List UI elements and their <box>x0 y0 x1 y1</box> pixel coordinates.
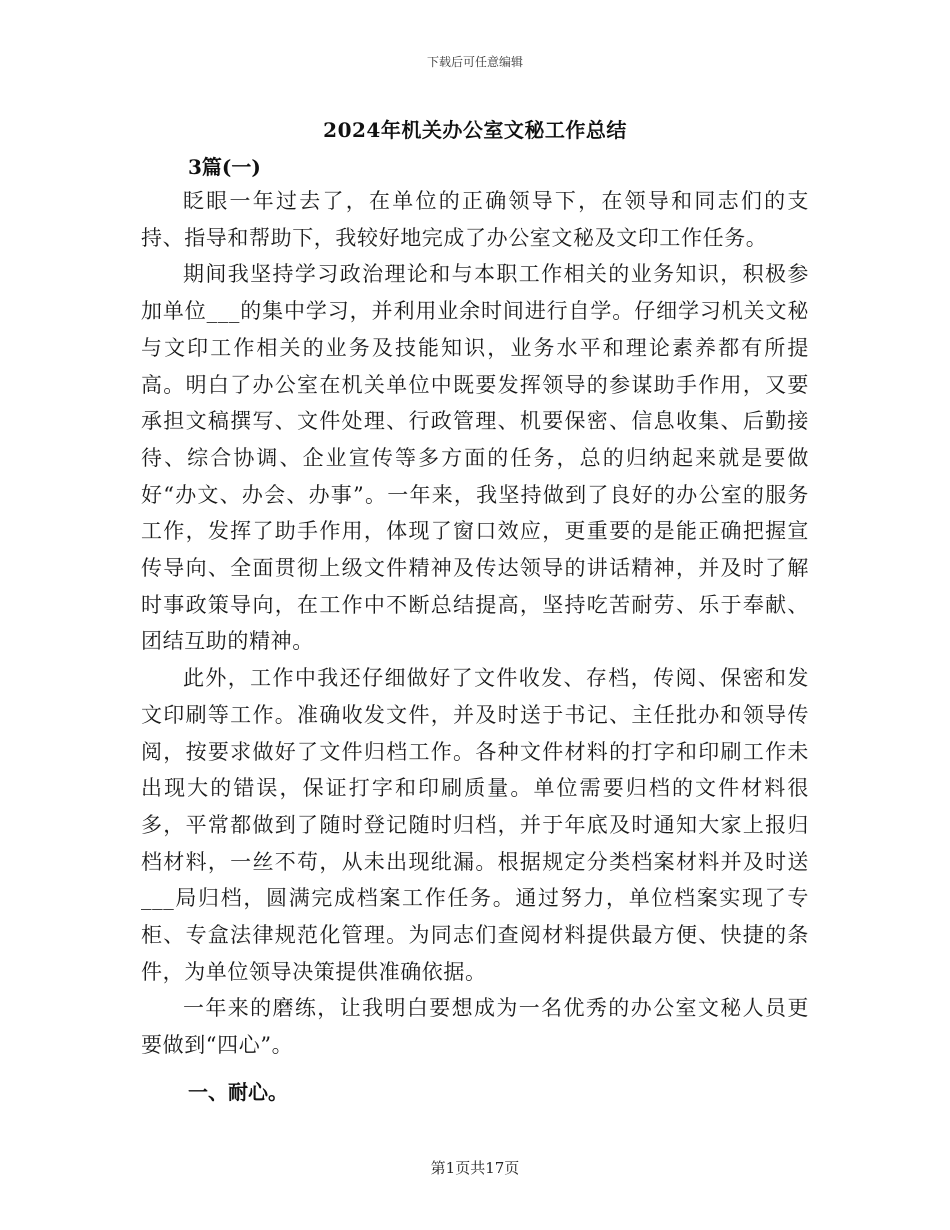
paragraph-2: 期间我坚持学习政治理论和与本职工作相关的业务知识，积极参加单位___的集中学习，并利用业余时间进行自学。仔细学习机关文秘与文印工作相关的业务及技能知识，业务水平和理论素养都有所提高。明白了办公室在机关单位中既要发挥领导的参谋助手作用，又要承担文稿撰写、文件处理、行政管理、机要保密、信息收集、后勤接待、综合协调、企业宣传等多方面的任务，总的归纳起来就是要做好“办文、办会、办事”。一年来，我坚持做到了良好的办公室的服务工作，发挥了助手作用，体现了窗口效应，更重要的是能正确把握宣传导向、全面贯彻上级文件精神及传达领导的讲话精神，并及时了解时事政策导向，在工作中不断总结提高，坚持吃苦耐劳、乐于奉献、团结互助的精神。 <box>141 262 809 654</box>
document-subtitle: 3篇(一) <box>188 155 261 179</box>
paragraph-3: 此外，工作中我还仔细做好了文件收发、存档，传阅、保密和发文印刷等工作。准确收发文件，并及时送于书记、主任批办和领导传阅，按要求做好了文件归档工作。各种文件材料的打字和印刷工作未出现大的错误，保证打字和印刷质量。单位需要归档的文件材料很多，平常都做到了随时登记随时归档，并于年底及时通知大家上报归档材料，一丝不苟，从未出现纰漏。根据规定分类档案材料并及时送___局归档，圆满完成档案工作任务。通过努力，单位档案实现了专柜、专盒法律规范化管理。为同志们查阅材料提供最方便、快捷的条件，为单位领导决策提供准确依据。 <box>141 666 809 984</box>
document-body <box>141 183 809 1064</box>
paragraph-1: 眨眼一年过去了，在单位的正确领导下，在领导和同志们的支持、指导和帮助下，我较好地完成了办公室文秘及文印工作任务。 <box>141 189 809 250</box>
paragraph-4: 一年来的磨练，让我明白要想成为一名优秀的办公室文秘人员更要做到“四心”。 <box>141 996 809 1058</box>
document-title: 2024年机关办公室文秘工作总结 <box>323 118 627 142</box>
header-note: 下载后可任意编辑 <box>426 55 523 69</box>
page-footer: 第1页共17页 <box>430 1159 520 1177</box>
section-heading: 一、耐心。 <box>188 1080 288 1104</box>
